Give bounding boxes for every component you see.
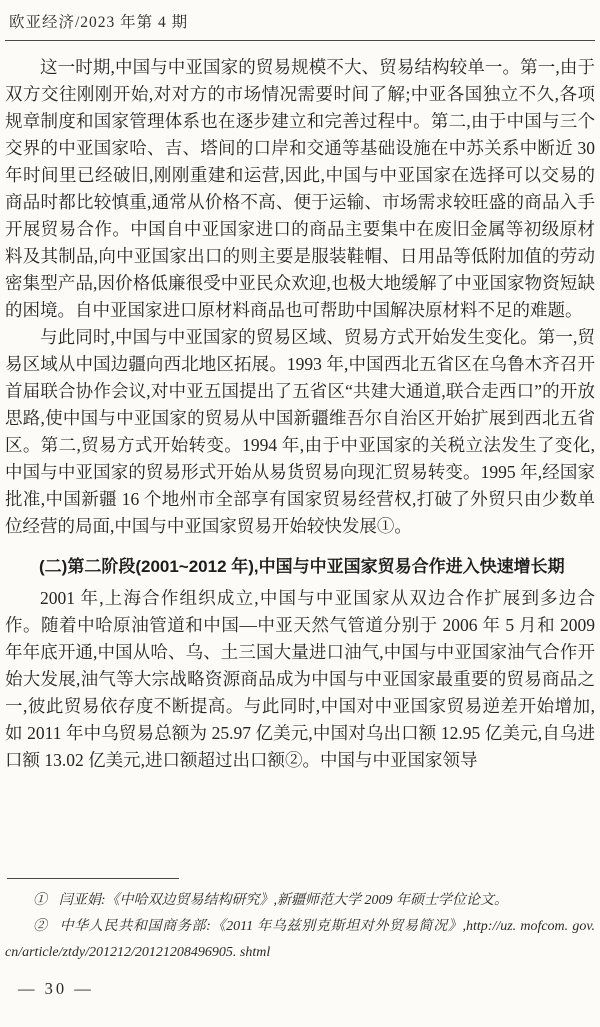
paragraph-stage1-changes: 与此同时,中国与中亚国家的贸易区域、贸易方式开始发生变化。第一,贸易区域从中国边疆向西北地区拓展。1993 年,中国西北五省区在乌鲁木齐召开首届联合协作会议,对中亚五国提出了五省区“共建大通道,联合走西口”的开放思路,使中国与中亚国家的贸易从中国新疆维吾尔自治区开始扩展到西北五省区。第二,贸易方式开始转变。1994 年,由于中亚国家的关税立法发生了变化,中国与中亚国家的贸易形式开始从易货贸易向现汇贸易转变。1995 年,经国家批准,中国新疆 16 个地州市全部享有国家贸易经营权,打破了外贸只由少数单位经营的局面,中国与中亚国家贸易开始较快发展①。 [5,327,595,536]
footnote-separator [7,878,179,879]
page-number: — 30 — [18,979,94,998]
footnotes-section [5,878,595,966]
journal-header-text: 欧亚经济/2023 年第 4 期 [9,14,189,31]
paragraph-stage2-growth: 2001 年,上海合作组织成立,中国与中亚国家从双边合作扩展到多边合作。随着中哈原油管道和中国—中亚天然气管道分别于 2006 年 5 月和 2009 年年底开通,中国从哈、乌、土三国大量进口油气,中国与中亚国家油气合作开始大发展,油气等大宗战略资源商品成为中国与中亚国家最重要的贸易商品之一,彼此贸易依存度不断提高。与此同时,中国对中亚国家贸易逆差开始增加,如 2011 年中乌贸易总额为 25.97 亿美元,中国对乌出口额 12.95 亿美元,自乌进口额 13.02 亿美元,进口额超过出口额②。中国与中亚国家领导 [5,588,595,770]
journal-header [5,10,595,40]
footnote-1-marker: ① [33,893,47,908]
footnote-2-marker: ② [33,919,48,934]
article-body [5,54,595,774]
header-rule [5,40,595,41]
section-heading-stage2: (二)第二阶段(2001~2012 年),中国与中亚国家贸易合作进入快速增长期 [39,557,565,576]
footnote-1 [5,888,595,914]
footnote-1-text: 闫亚娟:《中哈双边贸易结构研究》,新疆师范大学 2009 年硕士学位论文。 [58,893,509,908]
footnote-2-text: 中华人民共和国商务部:《2011 年乌兹别克斯坦对外贸易简况》,http://uz. mofcom. gov. cn/article/ztdy/201212/20121208496905. shtml [5,919,596,960]
footnote-2 [5,914,595,966]
paragraph-stage1-overview: 这一时期,中国与中亚国家的贸易规模不大、贸易结构较单一。第一,由于双方交往刚刚开始,对对方的市场情况需要时间了解;中亚各国独立不久,各项规章制度和国家管理体系也在逐步建立和完善过程中。第二,由于中国与三个交界的中亚国家哈、吉、塔间的口岸和交通等基础设施在中苏关系中断近 30 年时间里已经破旧,刚刚重建和运营,因此,中国与中亚国家在选择可以交易的商品时都比较慎重,通常从价格不高、便于运输、市场需求较旺盛的商品入手开展贸易合作。中国自中亚国家进口的商品主要集中在废旧金属等初级原材料及其制品,向中亚国家出口的则主要是服装鞋帽、日用品等低附加值的劳动密集型产品,因价格低廉很受中亚民众欢迎,也极大地缓解了中亚国家物资短缺的困境。自中亚国家进口原材料商品也可帮助中国解决原材料不足的难题。 [5,57,595,320]
